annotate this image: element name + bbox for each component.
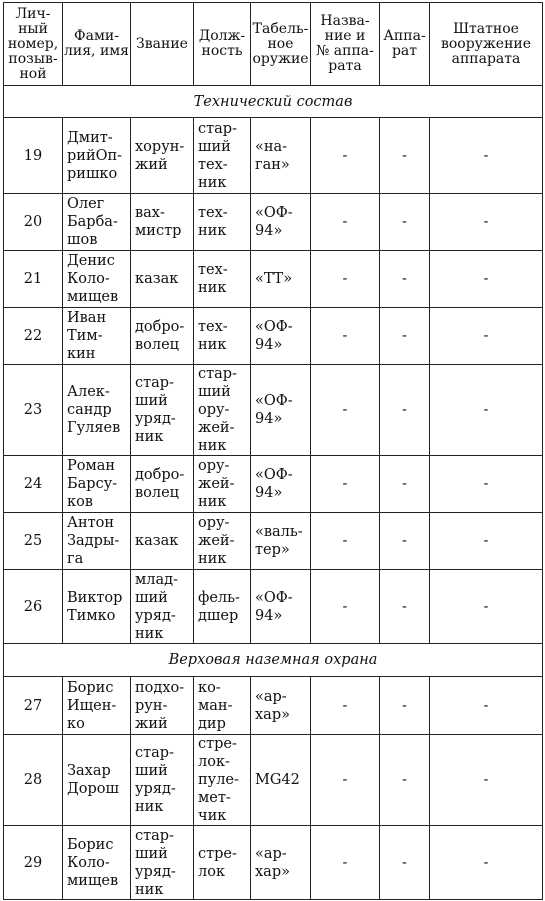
name-cell-line: рийОп-	[67, 147, 123, 164]
rank-cell-line: млад-	[135, 571, 178, 588]
weapon-cell-line: «ОФ-	[255, 205, 293, 221]
table-row	[4, 456, 543, 513]
weapon-cell-line: «валь-	[255, 524, 303, 540]
position-cell-line: тех-	[198, 205, 228, 221]
apparatus-armament-cell: -	[430, 826, 543, 900]
rank-cell-line: уряд-	[135, 863, 176, 880]
section-title: Технический состав	[4, 86, 543, 118]
apparatus-name-cell: -	[311, 456, 380, 513]
name-cell-line: Олег	[67, 196, 105, 212]
position-cell-line: чик	[198, 808, 227, 824]
position-cell	[194, 677, 251, 735]
apparatus-armament-cell: -	[430, 251, 543, 308]
apparatus-armament-cell: -	[430, 365, 543, 456]
section-title: Верховая наземная охрана	[4, 644, 543, 677]
name-cell-line: ко	[67, 715, 85, 732]
table-row	[4, 826, 543, 900]
personal-number-cell: 26	[4, 570, 63, 644]
personal-number-cell: 23	[4, 365, 63, 456]
name-cell	[63, 677, 131, 735]
personal-number-cell: 28	[4, 735, 63, 826]
name-cell-line: га	[67, 551, 84, 567]
weapon-cell	[251, 456, 311, 513]
name-cell-line: Антон	[67, 515, 115, 531]
table-row	[4, 194, 543, 251]
name-cell-line: Задры-	[67, 533, 120, 549]
weapon-cell-line: хар»	[255, 863, 290, 880]
position-cell-line: ник	[198, 337, 227, 353]
weapon-cell-line: 94»	[255, 607, 283, 624]
name-cell	[63, 118, 131, 194]
table-row	[4, 677, 543, 735]
name-cell-line: Барсу-	[67, 476, 118, 492]
personal-number-cell: 24	[4, 456, 63, 513]
weapon-cell	[251, 194, 311, 251]
position-cell-line: мет-	[198, 790, 231, 806]
name-cell-line: ков	[67, 494, 93, 510]
rank-cell-line: ник	[135, 429, 164, 445]
table-row	[4, 735, 543, 826]
apparatus-name-cell: -	[311, 118, 380, 194]
position-cell-line: стар-	[198, 120, 237, 137]
apparatus-armament-cell: -	[430, 677, 543, 735]
header-rank: Звание	[131, 3, 194, 86]
apparatus-cell: -	[380, 118, 430, 194]
position-cell-line: дир	[198, 715, 226, 732]
position-cell	[194, 118, 251, 194]
rank-cell	[131, 456, 194, 513]
weapon-cell-line: 94»	[255, 485, 283, 501]
apparatus-cell: -	[380, 513, 430, 570]
position-cell-line: тех-	[198, 156, 228, 173]
name-cell-line: ришко	[67, 165, 118, 182]
name-cell-line: Дорош	[67, 781, 120, 797]
rank-cell-line: волец	[135, 485, 180, 501]
position-cell-line: лок	[198, 863, 226, 880]
apparatus-name-cell: -	[311, 826, 380, 900]
name-cell-line: Роман	[67, 458, 116, 474]
rank-cell-line: уряд-	[135, 411, 176, 427]
position-cell-line: ник	[198, 494, 227, 510]
header-row	[4, 3, 543, 86]
position-cell-line: ман-	[198, 697, 233, 714]
name-cell-line: Коло-	[67, 854, 110, 871]
header-position: Долж- ность	[194, 3, 251, 86]
name-cell-line: Виктор	[67, 589, 123, 606]
apparatus-cell: -	[380, 365, 430, 456]
weapon-cell	[251, 251, 311, 308]
personal-number-cell: 20	[4, 194, 63, 251]
rank-cell-line: добро-	[135, 319, 185, 335]
position-cell	[194, 513, 251, 570]
rank-cell-line: рун-	[135, 697, 168, 714]
position-cell-line: ник	[198, 280, 227, 296]
weapon-cell-line: 94»	[255, 411, 283, 427]
apparatus-name-cell: -	[311, 513, 380, 570]
table-row	[4, 118, 543, 194]
position-cell-line: ник	[198, 551, 227, 567]
rank-cell-line: ший	[135, 393, 168, 409]
weapon-cell	[251, 365, 311, 456]
position-cell-line: лок-	[198, 754, 230, 770]
position-cell-line: ший	[198, 384, 231, 400]
weapon-cell-line: «ОФ-	[255, 467, 293, 483]
weapon-cell	[251, 308, 311, 365]
rank-cell	[131, 513, 194, 570]
apparatus-armament-cell: -	[430, 735, 543, 826]
rank-cell-line: ник	[135, 799, 164, 815]
rank-cell	[131, 308, 194, 365]
position-cell-line: ору-	[198, 515, 230, 531]
rank-cell-line: ший	[135, 763, 168, 779]
name-cell	[63, 456, 131, 513]
weapon-cell	[251, 570, 311, 644]
position-cell-line: тех-	[198, 262, 228, 278]
name-cell	[63, 194, 131, 251]
position-cell-line: ник	[198, 438, 227, 454]
position-cell	[194, 826, 251, 900]
name-cell-line: Барба-	[67, 214, 118, 230]
apparatus-name-cell: -	[311, 677, 380, 735]
rank-cell-line: добро-	[135, 467, 185, 483]
apparatus-cell: -	[380, 677, 430, 735]
name-cell	[63, 735, 131, 826]
apparatus-armament-cell: -	[430, 308, 543, 365]
rank-cell	[131, 826, 194, 900]
weapon-cell-line: хар»	[255, 706, 290, 723]
position-cell-line: пуле-	[198, 772, 239, 788]
apparatus-armament-cell: -	[430, 194, 543, 251]
rank-cell	[131, 365, 194, 456]
name-cell-line: Дмит-	[67, 129, 113, 146]
header-apparatus-armament: Штатное вооружение аппарата	[430, 3, 543, 86]
rank-cell	[131, 194, 194, 251]
apparatus-armament-cell: -	[430, 513, 543, 570]
personal-number-cell: 29	[4, 826, 63, 900]
position-cell-line: ко-	[198, 679, 221, 696]
rank-cell-line: жий	[135, 156, 168, 173]
position-cell	[194, 308, 251, 365]
name-cell-line: Тимко	[67, 607, 116, 624]
rank-cell-line: подхо-	[135, 679, 185, 696]
name-cell-line: Борис	[67, 679, 114, 696]
rank-cell-line: жий	[135, 715, 168, 732]
rank-cell-line: уряд-	[135, 781, 176, 797]
weapon-cell-line: «ар-	[255, 688, 287, 705]
name-cell-line: Ищен-	[67, 697, 117, 714]
weapon-cell-line: «на-	[255, 138, 288, 155]
name-cell-line: сандр	[67, 402, 112, 418]
header-name: Фами- лия, имя	[63, 3, 131, 86]
rank-cell-line: волец	[135, 337, 180, 353]
rank-cell-line: ший	[135, 589, 168, 606]
rank-cell	[131, 735, 194, 826]
name-cell-line: Иван	[67, 310, 107, 326]
name-cell-line: мищев	[67, 289, 119, 305]
table-row	[4, 513, 543, 570]
position-cell-line: жей-	[198, 420, 235, 436]
rank-cell-line: уряд-	[135, 607, 176, 624]
table-row	[4, 570, 543, 644]
weapon-cell-line: ган»	[255, 156, 290, 173]
position-cell-line: жей-	[198, 533, 235, 549]
weapon-cell	[251, 118, 311, 194]
weapon-cell-line: «ОФ-	[255, 319, 293, 335]
position-cell-line: дшер	[198, 607, 239, 624]
position-cell-line: тех-	[198, 319, 228, 335]
apparatus-name-cell: -	[311, 194, 380, 251]
position-cell-line: ник	[198, 174, 227, 191]
weapon-cell	[251, 735, 311, 826]
name-cell	[63, 570, 131, 644]
apparatus-cell: -	[380, 308, 430, 365]
position-cell	[194, 456, 251, 513]
rank-cell-line: мистр	[135, 223, 182, 239]
apparatus-cell: -	[380, 826, 430, 900]
apparatus-armament-cell: -	[430, 118, 543, 194]
position-cell-line: фель-	[198, 589, 240, 606]
weapon-cell-line: тер»	[255, 542, 290, 558]
apparatus-armament-cell: -	[430, 456, 543, 513]
apparatus-name-cell: -	[311, 365, 380, 456]
name-cell-line: Денис	[67, 253, 115, 269]
apparatus-name-cell: -	[311, 251, 380, 308]
position-cell	[194, 251, 251, 308]
rank-cell	[131, 118, 194, 194]
name-cell-line: Коло-	[67, 271, 110, 287]
apparatus-cell: -	[380, 456, 430, 513]
section-header-row	[4, 86, 543, 118]
position-cell-line: жей-	[198, 476, 235, 492]
rank-cell-line: ший	[135, 845, 168, 862]
table-body	[4, 86, 543, 900]
weapon-cell	[251, 826, 311, 900]
rank-cell-line: казак	[135, 271, 179, 287]
rank-cell-line: хорун-	[135, 138, 185, 155]
name-cell	[63, 826, 131, 900]
rank-cell	[131, 677, 194, 735]
name-cell-line: Алек-	[67, 384, 110, 400]
personnel-table	[3, 2, 543, 900]
table-row	[4, 308, 543, 365]
weapon-cell-line: «ОФ-	[255, 393, 293, 409]
header-apparatus: Аппа- рат	[380, 3, 430, 86]
name-cell	[63, 365, 131, 456]
position-cell-line: стре-	[198, 845, 237, 862]
weapon-cell-line: MG42	[255, 772, 300, 788]
personal-number-cell: 21	[4, 251, 63, 308]
position-cell	[194, 365, 251, 456]
apparatus-name-cell: -	[311, 735, 380, 826]
personal-number-cell: 27	[4, 677, 63, 735]
name-cell	[63, 513, 131, 570]
apparatus-cell: -	[380, 735, 430, 826]
name-cell-line: Гуляев	[67, 420, 121, 436]
rank-cell-line: стар-	[135, 375, 174, 391]
rank-cell-line: стар-	[135, 745, 174, 761]
position-cell	[194, 735, 251, 826]
rank-cell-line: вах-	[135, 205, 165, 221]
table-row	[4, 251, 543, 308]
name-cell-line: Тим-	[67, 328, 103, 344]
weapon-cell	[251, 513, 311, 570]
apparatus-cell: -	[380, 570, 430, 644]
personal-number-cell: 25	[4, 513, 63, 570]
name-cell-line: Борис	[67, 836, 114, 853]
header-weapon: Табель- ное оружие	[251, 3, 311, 86]
position-cell-line: ший	[198, 138, 231, 155]
rank-cell	[131, 251, 194, 308]
rank-cell-line: ник	[135, 881, 164, 898]
apparatus-armament-cell: -	[430, 570, 543, 644]
position-cell	[194, 570, 251, 644]
personal-number-cell: 19	[4, 118, 63, 194]
apparatus-cell: -	[380, 251, 430, 308]
header-personal-number: Лич- ный номер, позыв- ной	[4, 3, 63, 86]
apparatus-cell: -	[380, 194, 430, 251]
name-cell	[63, 308, 131, 365]
personal-number-cell: 22	[4, 308, 63, 365]
weapon-cell-line: 94»	[255, 223, 283, 239]
position-cell-line: ору-	[198, 402, 230, 418]
apparatus-name-cell: -	[311, 570, 380, 644]
name-cell-line: Захар	[67, 763, 111, 779]
name-cell-line: шов	[67, 232, 98, 248]
rank-cell-line: стар-	[135, 827, 174, 844]
weapon-cell-line: «ОФ-	[255, 589, 293, 606]
rank-cell	[131, 570, 194, 644]
weapon-cell	[251, 677, 311, 735]
rank-cell-line: казак	[135, 533, 179, 549]
weapon-cell-line: «ТТ»	[255, 271, 293, 287]
name-cell-line: кин	[67, 346, 96, 362]
position-cell-line: ору-	[198, 458, 230, 474]
rank-cell-line: ник	[135, 625, 164, 642]
apparatus-name-cell: -	[311, 308, 380, 365]
table-row	[4, 365, 543, 456]
name-cell-line: мищев	[67, 872, 119, 889]
section-header-row	[4, 644, 543, 677]
position-cell	[194, 194, 251, 251]
position-cell-line: ник	[198, 223, 227, 239]
header-apparatus-name: Назва- ние и № аппа- рата	[311, 3, 380, 86]
position-cell-line: стар-	[198, 366, 237, 382]
name-cell	[63, 251, 131, 308]
weapon-cell-line: 94»	[255, 337, 283, 353]
weapon-cell-line: «ар-	[255, 845, 287, 862]
position-cell-line: стре-	[198, 736, 237, 752]
